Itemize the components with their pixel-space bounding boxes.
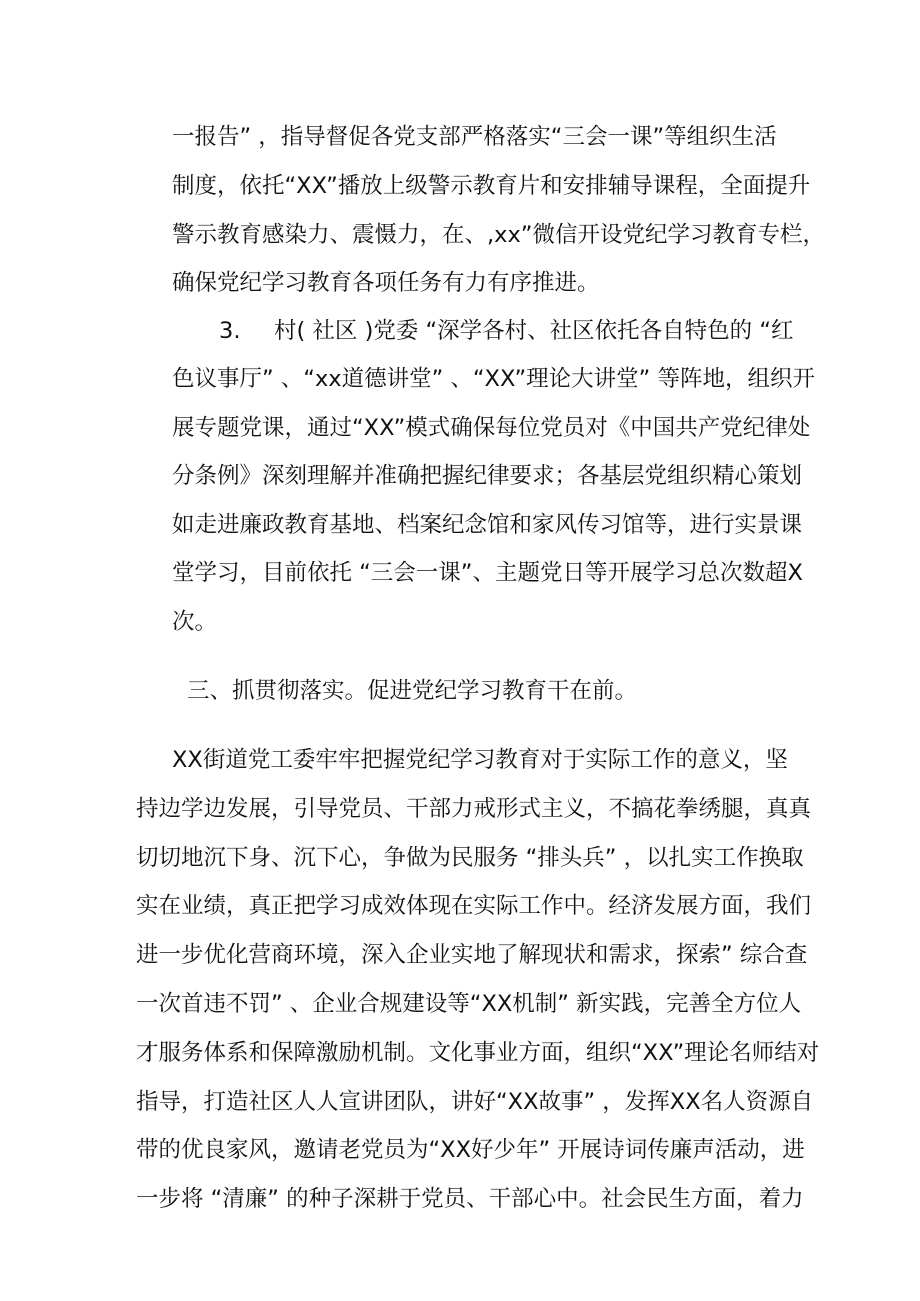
paragraph-line: 制度，依托“XX”播放上级警示教育片和安排辅导课程，全面提升 [172, 173, 811, 199]
paragraph-line: 村( 社区 )党委 “深学各村、社区依托各自特色的 “红 [274, 318, 794, 344]
paragraph-line: 展专题党课，通过“XX”模式确保每位党员对《中国共产党纪律处 [172, 415, 811, 441]
paragraph-line: 一报告” ，指导督促各党支部严格落实“三会一课”等组织生活 [172, 124, 777, 150]
paragraph-line: 警示教育感染力、震慑力，在、,xx”微信开设党纪学习教育专栏， [172, 222, 825, 248]
paragraph-line: 才服务体系和保障激励机制。文化事业方面，组织“XX”理论名师结对 [136, 1040, 820, 1066]
paragraph-line: 次。 [172, 609, 218, 635]
paragraph-line: 堂学习，目前依托 “三会一课”、主题党日等开展学习总次数超X [172, 560, 803, 586]
paragraph-line: 带的优良家风，邀请老党员为“XX好少年” 开展诗词传廉声活动，进 [136, 1137, 805, 1163]
list-item-number: 3. [219, 318, 241, 344]
paragraph-line: 如走进廉政教育基地、档案纪念馆和家风传习馆等，进行实景课 [172, 512, 803, 538]
paragraph-line: 切切地沉下身、沉下心，争做为民服务 “排头兵” ，以扎实工作换取 [136, 845, 804, 871]
paragraph-line: 分条例》深刻理解并准确把握纪律要求；各基层党组织精心策划 [172, 463, 803, 489]
section-heading: 三、抓贯彻落实。促进党纪学习教育干在前。 [187, 678, 638, 704]
paragraph-line: 实在业绩，真正把学习成效体现在实际工作中。经济发展方面，我们 [136, 893, 812, 919]
paragraph-line: 确保党纪学习教育各项任务有力有序推进。 [172, 270, 600, 296]
paragraph-line: 进一步优化营商环境，深入企业实地了解现状和需求，探索” 综合查 [136, 942, 808, 968]
paragraph-line: 指导，打造社区人人宣讲团队，讲好“XX故事” ，发挥XX名人资源自 [136, 1089, 814, 1115]
paragraph-line: 持边学边发展，引导党员、干部力戒形式主义，不搞花拳绣腿，真真 [136, 796, 812, 822]
paragraph-line: 一次首违不罚” 、企业合规建设等“XX机制” 新实践，完善全方位人 [136, 991, 802, 1017]
paragraph-line: XX街道党工委牢牢把握党纪学习教育对于实际工作的意义，坚 [172, 747, 788, 773]
paragraph-line: 一步将 “清廉” 的种子深耕于党员、干部心中。社会民生方面，着力 [136, 1186, 804, 1212]
paragraph-line: 色议事厅” 、“xx道德讲堂” 、“XX”理论大讲堂” 等阵地，组织开 [172, 366, 815, 392]
